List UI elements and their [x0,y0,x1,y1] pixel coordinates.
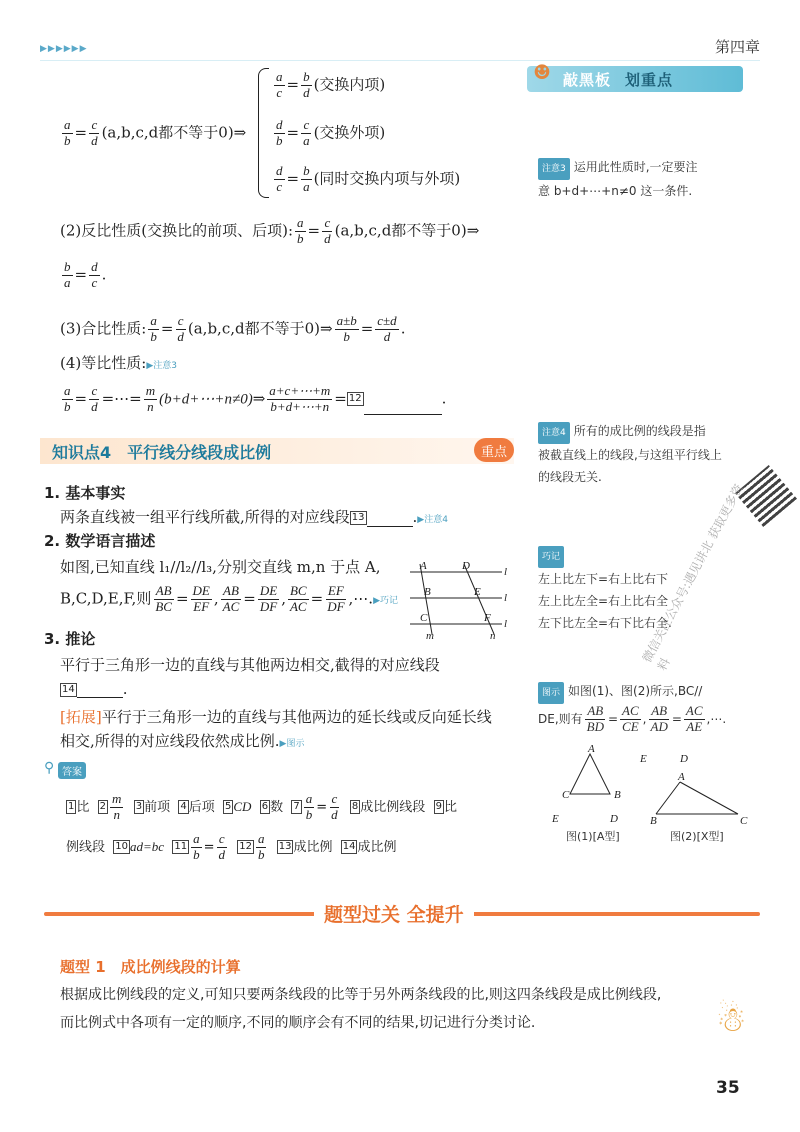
svg-text:B: B [424,586,431,598]
section-math-language: 2. 数学语言描述 [44,532,156,550]
section-basic-fact: 1. 基本事实 [44,484,126,502]
question-type-text-2: 而比例式中各项有一定的顺序,不同的顺序会有不同的结果,切记进行分类讨论. [60,1015,536,1031]
section-title: 题型过关 全提升 [314,900,474,927]
svg-text:D: D [462,560,470,572]
section-corollary: 3. 推论 [44,630,96,648]
side-figure-note: 图示 如图(1)、图(2)所示,BC// DE,则有 $\frac{AB}{BD}$ = $\frac{AC}{CE}$ , $\frac{AB}{AD}$ = $\frac{AC}{AE}$ ,⋯. [538,684,727,734]
answers-row-1: 1 比 2 $\frac{m}{n}$ 3 前项 4 后项 5 CD 6 数 7 $\frac{a}{b}$ = $\frac{c}{d}$ 8 成比例线段 9 比 [68,791,457,822]
knowledge-point-title: 知识点4 平行线分线段成比例 [52,443,272,462]
header-rule [40,60,760,61]
figure1-caption: 图(1)[A型] [566,830,620,843]
answers-row-2: 例线段 10 ad=bc 11 $\frac{a}{b}$ = $\frac{c}{d}$ 12 $\frac{a}{b}$ 13 成比例 14 成比例 [66,831,397,862]
math-language-ratios: B,C,D,E,F,则 $\frac{AB}{BC}$ = $\frac{DE}{EF}$ , $\frac{AB}{AC}$ = $\frac{DE}{DF}$ , $\frac{BC}{AC}$ = $\frac{EF}{DF}$ ,⋯.▶巧记 [60,583,398,614]
svg-text:D: D [610,813,618,825]
svg-text:A: A [588,743,595,755]
basic-fact-text: 两条直线被一组平行线所截,所得的对应线段 13 .▶注意4 [60,508,448,526]
equal-ratio-label: (4)等比性质:▶注意3 [60,354,177,372]
svg-text:D: D [680,753,688,765]
side-tip: 巧记 左上比左下=右上比右下 左上比左全=右上比右全 左下比左全=右下比右全. [538,544,672,634]
extension-text: [拓展]平行于三角形一边的直线与其他两边的延长线或反向延长线 [60,708,492,726]
header-decoration: ▶▶▶▶▶▶ [40,44,88,54]
brace [258,68,269,198]
parallel-lines-figure [406,558,518,640]
svg-text:l: l [504,592,508,604]
svg-text:C: C [740,815,748,827]
side-note-3: 注意3 运用此性质时,一定要注 意 b+d+⋯+n≠0 这一条件. [538,160,698,198]
figure2-caption: 图(2)[X型] [670,830,724,843]
svg-text:A: A [420,560,427,572]
svg-text:C: C [562,789,570,801]
sum-property: (3)合比性质: $\frac{a}{b}$ = $\frac{c}{d}$ (a,b,c,d都不等于0)⇒ $\frac{a\pm b}{b}$ = $\frac{c\pm d}{d}$ . [60,313,406,344]
svg-text:F: F [484,612,491,624]
key-icon: ⚲ [44,760,55,776]
proportion-premise: $\frac{a}{b}$ = $\frac{c}{d}$ (a,b,c,d都不等于0)⇒ [64,117,247,148]
svg-text:C: C [420,612,428,624]
equal-ratio-formula: $\frac{a}{b}$ = $\frac{c}{d}$ =⋯= $\frac{m}{n}$ (b+d+⋯+n≠0)⇒ $\frac{a+c+\cdots+m}{b+d+\cdots+n}$ = 12 . [64,383,447,414]
side-note-4: 注意4 所有的成比例的线段是指 被截直线上的线段,与这组平行线上 的线段无关. [538,424,722,484]
svg-text:m: m [426,630,434,640]
math-language-text: 如图,已知直线 l₁//l₂//l₃,分别交直线 m,n 于点 A, [60,558,381,576]
banner-highlight: 划重点 [625,70,674,89]
svg-text:l: l [504,566,508,578]
svg-text:E: E [640,753,647,765]
chapter-label: 第四章 [714,38,760,56]
corollary-text: 平行于三角形一边的直线与其他两边相交,截得的对应线段 [60,656,440,674]
page-number: 35 [716,1078,740,1098]
inverse-property: (2)反比性质(交换比的前项、后项): $\frac{a}{b}$ = $\frac{c}{d}$ (a,b,c,d都不等于0)⇒ [60,215,480,246]
key-point-badge: 重点 [474,438,514,462]
question-type-title: 题型 1 成比例线段的计算 [60,958,241,976]
side-banner [527,66,743,92]
answers-label: 答案 [58,762,86,779]
svg-text:n: n [490,630,496,640]
svg-text:E: E [474,586,481,598]
watermark: 微信关注公众号:遇见讲北 获取更多资料 [639,481,746,673]
swap-outer-formula: $\frac{d}{b}$ = $\frac{c}{a}$ (交换外项) [276,117,386,148]
corollary-answer-blank: 14 . [62,680,128,698]
inverse-result: $\frac{b}{a}$ = $\frac{d}{c}$ . [64,259,107,290]
question-type-text-1: 根据成比例线段的定义,可知只要两条线段的比等于另外两条线段的比,则这四条线段是成比例线段, [60,987,662,1003]
svg-text:B: B [614,789,621,801]
banner-title: 敲黑板 [563,70,612,89]
mascot-icon: ☃ [716,1000,747,1040]
swap-both-formula: $\frac{d}{c}$ = $\frac{b}{a}$ (同时交换内项与外项) [276,163,461,194]
extension-text-2: 相交,所得的对应线段依然成比例.▶图示 [60,732,305,750]
teacher-icon: ☻ [533,60,551,84]
svg-text:E: E [552,813,559,825]
svg-text:A: A [678,771,685,783]
svg-text:B: B [650,815,657,827]
swap-inner-formula: $\frac{a}{c}$ = $\frac{b}{d}$ (交换内项) [276,69,386,100]
svg-text:l: l [504,618,508,630]
